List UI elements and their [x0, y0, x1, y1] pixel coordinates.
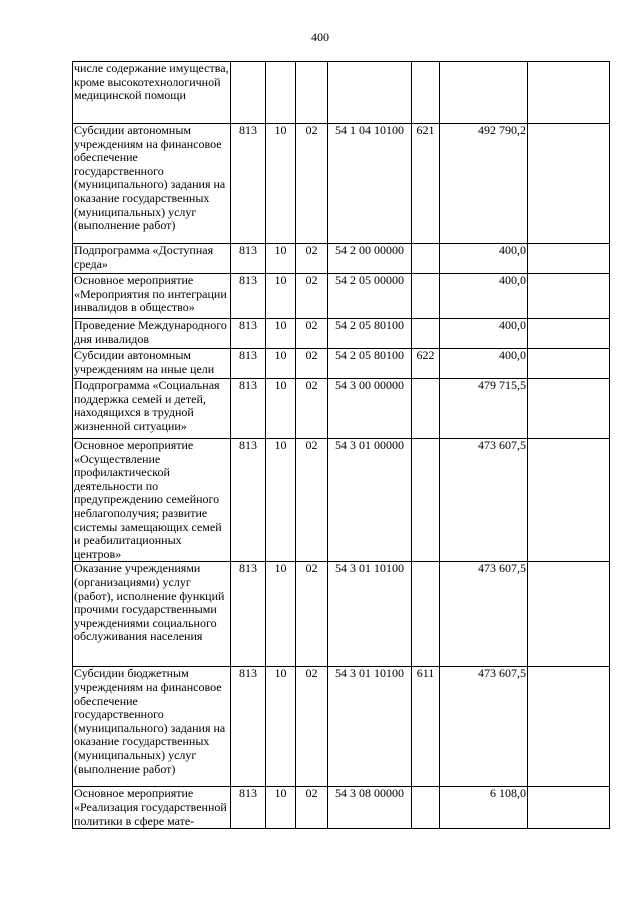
row-type-cell [412, 562, 440, 667]
row-type-cell [412, 244, 440, 274]
row-section-cell [266, 124, 296, 244]
row-name-cell [73, 244, 231, 274]
row-article-text: 54 3 01 10100 [335, 666, 404, 681]
row-subsection-cell [296, 349, 328, 379]
row-name-cell [73, 62, 231, 124]
row-subsection-cell [296, 274, 328, 319]
row-name-text: Основное мероприятие «Осуществление профилактической деятельности по предупреждению семейного неблагополучия; развитие системы замещающих семей и реабилитационных центров» [74, 438, 222, 561]
row-extra-cell [528, 667, 610, 787]
row-code-cell [231, 439, 266, 562]
row-subsection-text: 02 [305, 243, 318, 257]
row-subsection-text: 02 [305, 786, 318, 801]
row-section-text: 10 [274, 318, 287, 332]
table-row [73, 319, 610, 349]
row-type-cell [412, 349, 440, 379]
row-sum-text: 400,0 [499, 348, 526, 362]
row-subsection-cell [296, 62, 328, 124]
row-sum-cell [440, 349, 528, 379]
row-name-cell [73, 439, 231, 562]
row-sum-text: 473 607,5 [478, 561, 526, 576]
row-section-cell [266, 349, 296, 379]
table-row [73, 274, 610, 319]
row-sum-cell [440, 439, 528, 562]
table-row [73, 562, 610, 667]
row-code-cell [231, 244, 266, 274]
row-article-cell [328, 274, 412, 319]
row-article-text: 54 2 05 80100 [335, 348, 404, 362]
row-code-cell [231, 562, 266, 667]
row-type-cell [412, 319, 440, 349]
row-type-cell [412, 787, 440, 829]
row-sum-cell [440, 787, 528, 829]
row-extra-cell [528, 62, 610, 124]
row-name-cell [73, 124, 231, 244]
row-type-cell [412, 274, 440, 319]
row-extra-cell [528, 274, 610, 319]
row-subsection-text: 02 [305, 378, 318, 392]
row-code-cell [231, 319, 266, 349]
row-extra-cell [528, 124, 610, 244]
row-extra-cell [528, 787, 610, 829]
row-extra-cell [528, 379, 610, 439]
row-sum-text: 400,0 [499, 273, 526, 287]
row-type-text: 622 [416, 348, 435, 362]
row-code-text: 813 [239, 378, 257, 392]
row-name-cell [73, 349, 231, 379]
row-name-cell [73, 562, 231, 667]
row-code-text: 813 [239, 786, 257, 801]
row-name-cell [73, 787, 231, 829]
row-subsection-cell [296, 319, 328, 349]
table-row [73, 439, 610, 562]
row-sum-cell [440, 379, 528, 439]
row-article-cell [328, 124, 412, 244]
row-section-text: 10 [274, 123, 287, 137]
row-subsection-text: 02 [305, 318, 318, 332]
row-sum-text: 479 715,5 [478, 378, 526, 392]
row-sum-text: 473 607,5 [478, 438, 526, 452]
table-row [73, 124, 610, 244]
table-row [73, 62, 610, 124]
row-code-cell [231, 274, 266, 319]
row-subsection-cell [296, 667, 328, 787]
row-subsection-text: 02 [305, 123, 318, 137]
row-name-cell [73, 667, 231, 787]
row-article-text: 54 2 05 00000 [335, 273, 404, 287]
row-sum-text: 400,0 [499, 318, 526, 332]
row-article-text: 54 2 05 80100 [335, 318, 404, 332]
row-name-cell [73, 379, 231, 439]
row-sum-cell [440, 62, 528, 124]
row-article-cell [328, 379, 412, 439]
row-type-cell [412, 667, 440, 787]
row-section-cell [266, 562, 296, 667]
row-code-cell [231, 667, 266, 787]
row-extra-cell [528, 244, 610, 274]
row-article-text: 54 3 08 00000 [335, 786, 404, 801]
row-type-text: 611 [416, 666, 435, 681]
row-section-cell [266, 667, 296, 787]
row-sum-text: 400,0 [499, 243, 526, 257]
row-subsection-text: 02 [305, 438, 318, 452]
row-section-text: 10 [274, 561, 287, 576]
row-section-text: 10 [274, 273, 287, 287]
row-article-cell [328, 319, 412, 349]
row-extra-cell [528, 319, 610, 349]
row-name-text: Субсидии автономным учреждениям на финансовое обеспечение государственного (муниципального) задания на оказание государственных (муниципальных) услуг (выполнение работ) [74, 123, 226, 233]
row-section-cell [266, 274, 296, 319]
row-article-text: 54 1 04 10100 [335, 123, 404, 137]
row-name-text: Оказание учреждениями (организациями) услуг (работ), исполнение функций прочими государственными учреждениями социального обслуживания населения [74, 561, 225, 644]
row-type-cell [412, 379, 440, 439]
row-type-text: 621 [416, 123, 435, 137]
row-sum-cell [440, 124, 528, 244]
row-section-text: 10 [274, 378, 287, 392]
row-subsection-text: 02 [305, 273, 318, 287]
row-subsection-text: 02 [305, 348, 318, 362]
row-section-cell [266, 439, 296, 562]
row-section-cell [266, 379, 296, 439]
row-article-cell [328, 439, 412, 562]
row-sum-cell [440, 244, 528, 274]
row-name-text: числе содержание имущества, кроме высокотехнологичной медицинской помощи [74, 61, 229, 103]
row-code-cell [231, 787, 266, 829]
row-code-cell [231, 379, 266, 439]
row-name-text: Подпрограмма «Социальная поддержка семей и детей, находящихся в трудной жизненной ситуации» [74, 378, 220, 433]
row-sum-cell [440, 667, 528, 787]
page-number: 400 [311, 30, 329, 44]
row-subsection-text: 02 [305, 561, 318, 576]
row-type-cell [412, 62, 440, 124]
row-article-text: 54 3 01 10100 [335, 561, 404, 576]
row-name-text: Субсидии бюджетным учреждениям на финансовое обеспечение государственного (муниципального) задания на оказание государственных (муниципальных) услуг (выполнение работ) [74, 666, 226, 776]
row-subsection-text: 02 [305, 666, 318, 681]
row-subsection-cell [296, 787, 328, 829]
row-section-text: 10 [274, 786, 287, 801]
row-name-cell [73, 274, 231, 319]
row-code-text: 813 [239, 273, 257, 287]
table-row [73, 349, 610, 379]
row-subsection-cell [296, 439, 328, 562]
row-name-cell [73, 319, 231, 349]
row-subsection-cell [296, 124, 328, 244]
row-article-cell [328, 62, 412, 124]
row-sum-text: 492 790,2 [478, 123, 526, 137]
table-row [73, 787, 610, 829]
row-type-cell [412, 124, 440, 244]
row-code-text: 813 [239, 348, 257, 362]
row-extra-cell [528, 349, 610, 379]
row-sum-cell [440, 274, 528, 319]
row-subsection-cell [296, 379, 328, 439]
row-sum-cell [440, 562, 528, 667]
row-sum-cell [440, 319, 528, 349]
row-extra-cell [528, 562, 610, 667]
row-sum-text: 473 607,5 [478, 666, 526, 681]
row-section-text: 10 [274, 243, 287, 257]
row-name-text: Подпрограмма «Доступная среда» [74, 243, 214, 271]
row-subsection-cell [296, 244, 328, 274]
row-code-text: 813 [239, 243, 257, 257]
row-section-text: 10 [274, 666, 287, 681]
row-section-cell [266, 62, 296, 124]
row-subsection-cell [296, 562, 328, 667]
row-code-text: 813 [239, 666, 257, 681]
row-article-text: 54 3 00 00000 [335, 378, 404, 392]
row-article-text: 54 2 00 00000 [335, 243, 404, 257]
row-name-text: Субсидии автономным учреждениям на иные цели [74, 348, 215, 376]
row-section-cell [266, 787, 296, 829]
row-code-text: 813 [239, 561, 257, 576]
row-code-cell [231, 349, 266, 379]
row-section-text: 10 [274, 348, 287, 362]
table-row [73, 379, 610, 439]
row-name-text: Основное мероприятие «Реализация государственной политики в сфере мате- [74, 786, 227, 828]
row-code-cell [231, 62, 266, 124]
table-row [73, 244, 610, 274]
row-section-cell [266, 244, 296, 274]
row-section-text: 10 [274, 438, 287, 452]
row-article-cell [328, 349, 412, 379]
row-code-text: 813 [239, 318, 257, 332]
row-code-text: 813 [239, 123, 257, 137]
row-code-text: 813 [239, 438, 257, 452]
budget-table [72, 61, 610, 829]
row-code-cell [231, 124, 266, 244]
row-extra-cell [528, 439, 610, 562]
row-sum-text: 6 108,0 [490, 786, 526, 801]
row-article-cell [328, 244, 412, 274]
row-article-text: 54 3 01 00000 [335, 438, 404, 452]
table-row [73, 667, 610, 787]
row-section-cell [266, 319, 296, 349]
row-name-text: Основное мероприятие «Мероприятия по интеграции инвалидов в общество» [74, 273, 227, 315]
row-article-cell [328, 787, 412, 829]
row-type-cell [412, 439, 440, 562]
row-name-text: Проведение Международного дня инвалидов [74, 318, 227, 346]
row-article-cell [328, 667, 412, 787]
row-article-cell [328, 562, 412, 667]
